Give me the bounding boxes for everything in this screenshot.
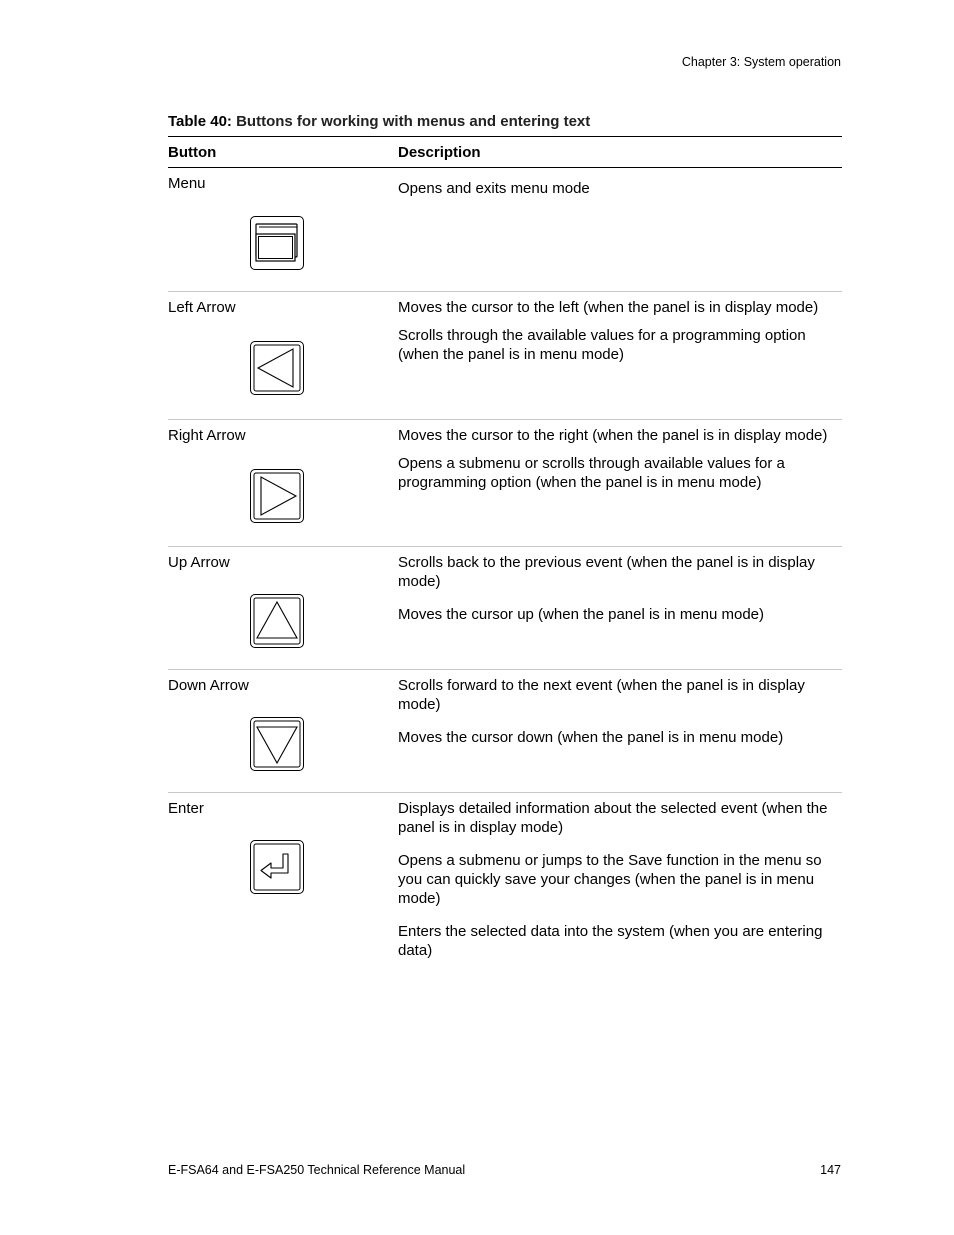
description-text: Scrolls forward to the next event (when the panel is in display mode) [398, 677, 805, 713]
description-text: Moves the cursor up (when the panel is in menu mode) [398, 606, 765, 623]
table-caption [168, 113, 842, 130]
enter-icon [250, 840, 304, 894]
button-name: Up Arrow [168, 554, 230, 571]
description-text: Scrolls through the available values for a programming option (when the panel is in menu mode) [398, 327, 806, 363]
description-text: Displays detailed information about the selected event (when the panel is in display mode) [398, 800, 828, 836]
button-name: Menu [168, 175, 206, 192]
left-arrow-icon [250, 341, 304, 395]
table-caption-label: Table 40: [168, 113, 232, 130]
right-arrow-icon [250, 469, 304, 523]
button-name: Right Arrow [168, 427, 246, 444]
table-row [168, 547, 842, 670]
column-header-button: Button [168, 143, 217, 161]
button-name: Left Arrow [168, 299, 236, 316]
down-arrow-icon [250, 717, 304, 771]
table-header-row [168, 136, 842, 168]
buttons-table [168, 136, 842, 963]
description-text: Moves the cursor to the left (when the panel is in display mode) [398, 299, 819, 316]
description-text: Moves the cursor down (when the panel is in menu mode) [398, 729, 784, 746]
column-header-description: Description [398, 143, 481, 161]
table-row [168, 420, 842, 547]
footer-manual-title: E-FSA64 and E-FSA250 Technical Reference Manual [168, 1163, 466, 1177]
up-arrow-icon [250, 594, 304, 648]
button-name: Enter [168, 800, 204, 817]
description-text: Moves the cursor to the right (when the panel is in display mode) [398, 427, 828, 444]
description-text: Enters the selected data into the system (when you are entering data) [398, 923, 823, 959]
running-header: Chapter 3: System operation [681, 55, 841, 69]
table-row [168, 292, 842, 420]
description-text: Scrolls back to the previous event (when the panel is in display mode) [398, 554, 815, 590]
description-text: Opens a submenu or scrolls through available values for a programming option (when the panel is in menu mode) [398, 455, 785, 491]
table-row [168, 670, 842, 793]
page-number: 147 [820, 1163, 841, 1177]
table-row [168, 168, 842, 292]
button-name: Down Arrow [168, 677, 249, 694]
menu-icon [250, 216, 304, 270]
table-caption-title: Buttons for working with menus and entering text [236, 113, 591, 130]
description-text: Opens and exits menu mode [398, 180, 590, 197]
table-row [168, 793, 842, 963]
description-text: Opens a submenu or jumps to the Save function in the menu so you can quickly save your changes (when the panel is in menu mode) [398, 852, 822, 907]
